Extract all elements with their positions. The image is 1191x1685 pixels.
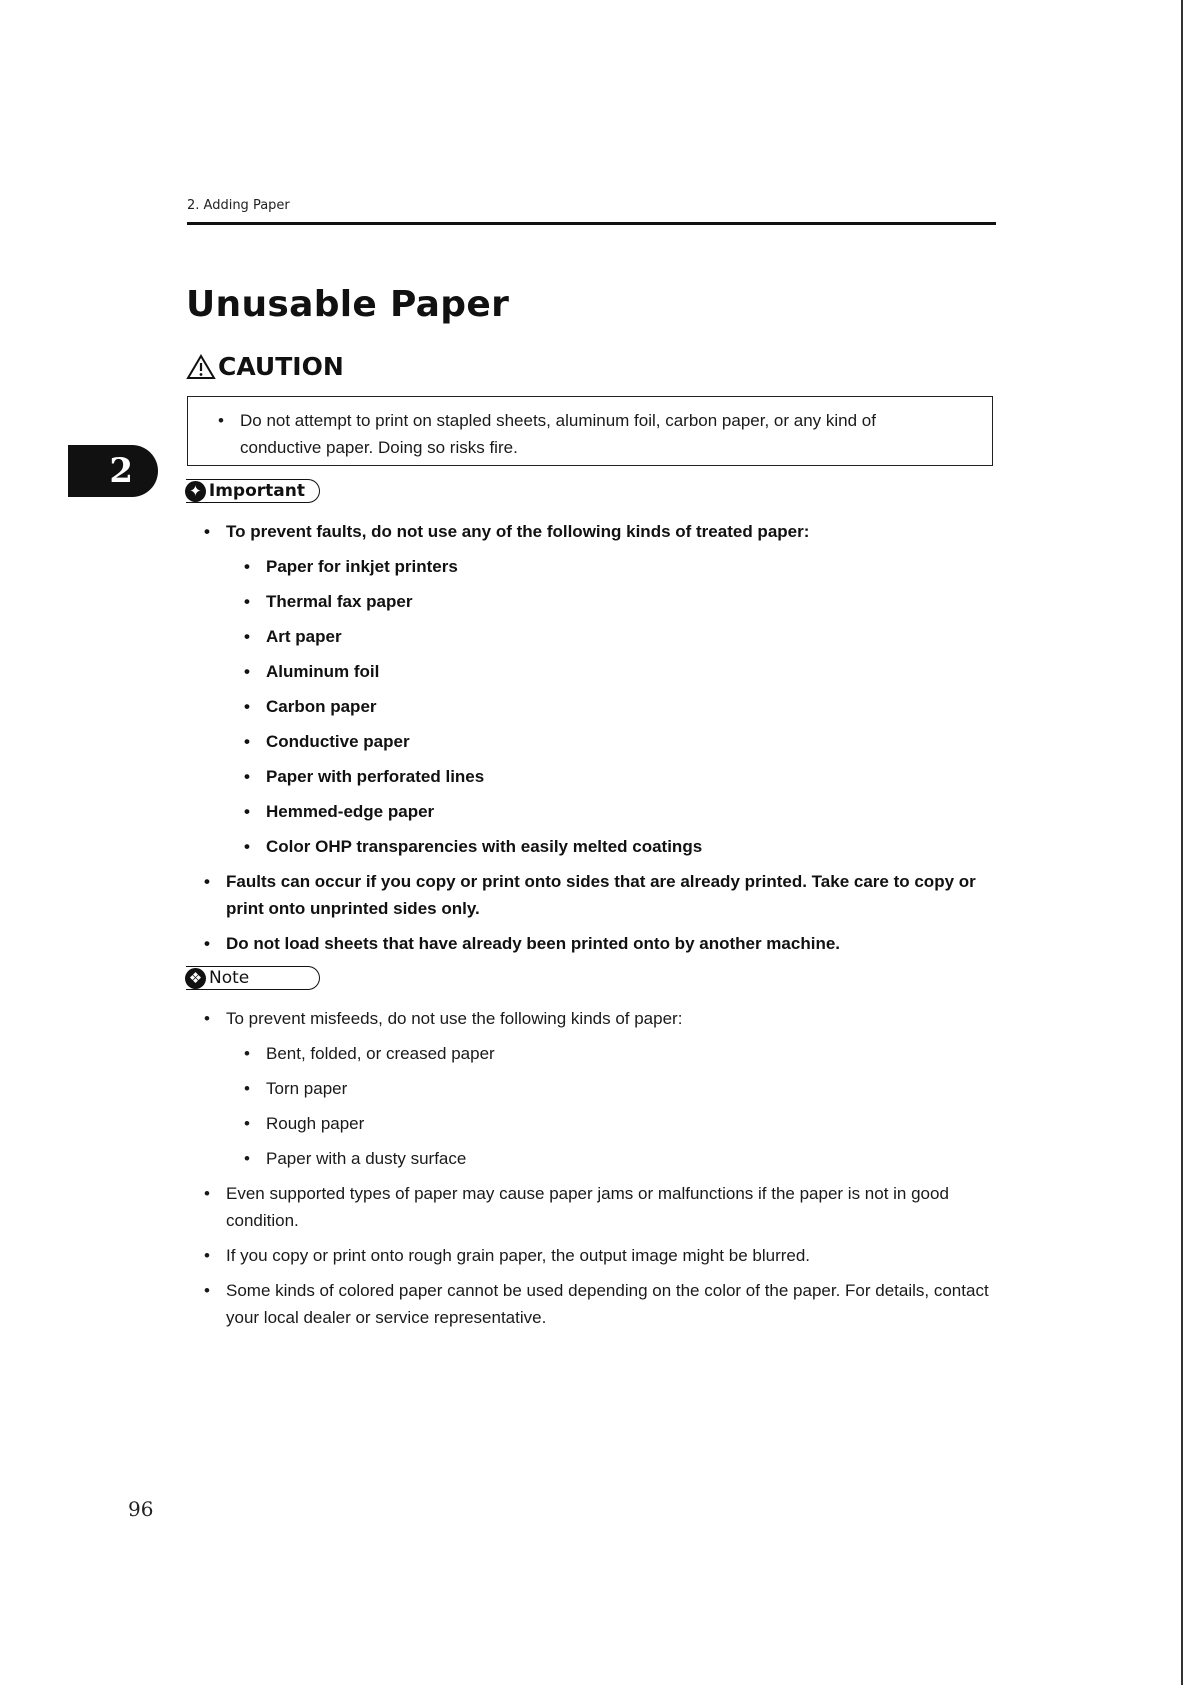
list-item: • Faults can occur if you copy or print onto sides that are already printed. Take care to copy or print onto unprinted sides only. <box>204 868 994 922</box>
important-list-cont <box>204 868 994 957</box>
list-item: • Rough paper <box>244 1110 944 1137</box>
caution-list <box>218 407 958 461</box>
list-item: • Some kinds of colored paper cannot be used depending on the color of the paper. For details, contact your local dealer or service representative. <box>204 1277 994 1331</box>
note-label: Note <box>209 968 250 988</box>
list-item: • Bent, folded, or creased paper <box>244 1040 944 1067</box>
list-item: • Even supported types of paper may cause paper jams or malfunctions if the paper is not in good condition. <box>204 1180 994 1234</box>
chapter-tab <box>68 445 158 497</box>
important-badge <box>186 479 320 503</box>
note-sublist <box>244 1040 944 1172</box>
page-title: Unusable Paper <box>186 284 510 325</box>
list-item: • Thermal fax paper <box>244 588 944 615</box>
important-list <box>204 518 994 545</box>
important-label: Important <box>208 481 305 501</box>
list-item: • Conductive paper <box>244 728 944 755</box>
warning-triangle-icon <box>186 354 216 380</box>
list-item: • Paper with perforated lines <box>244 763 944 790</box>
header-rule <box>187 222 996 225</box>
list-item: • Paper for inkjet printers <box>244 553 944 580</box>
list-item: • Aluminum foil <box>244 658 944 685</box>
list-item: • Do not load sheets that have already been printed onto by another machine. <box>204 930 994 957</box>
caution-heading <box>186 352 344 381</box>
list-item: • Art paper <box>244 623 944 650</box>
page-number: 96 <box>128 1497 154 1521</box>
caution-label: CAUTION <box>218 352 344 381</box>
important-sublist <box>244 553 944 860</box>
list-item: • If you copy or print onto rough grain paper, the output image might be blurred. <box>204 1242 994 1269</box>
list-item: • To prevent faults, do not use any of the following kinds of treated paper: <box>204 518 994 545</box>
list-item: • To prevent misfeeds, do not use the following kinds of paper: <box>204 1005 994 1032</box>
chapter-number: 2 <box>109 451 133 491</box>
note-list <box>204 1005 994 1032</box>
list-item: • Hemmed-edge paper <box>244 798 944 825</box>
running-header: 2. Adding Paper <box>187 198 290 213</box>
page-edge-rule <box>1181 0 1183 1685</box>
note-icon: ❖ <box>185 968 206 989</box>
caution-item: • Do not attempt to print on stapled sheets, aluminum foil, carbon paper, or any kind of conductive paper. Doing so risks fire. <box>218 407 958 461</box>
list-item: • Carbon paper <box>244 693 944 720</box>
list-item: • Torn paper <box>244 1075 944 1102</box>
important-icon: ✦ <box>185 481 206 502</box>
list-item: • Paper with a dusty surface <box>244 1145 944 1172</box>
note-list-cont <box>204 1180 994 1331</box>
list-item: • Color OHP transparencies with easily melted coatings <box>244 833 944 860</box>
caution-box <box>187 396 993 466</box>
note-badge <box>186 966 320 990</box>
